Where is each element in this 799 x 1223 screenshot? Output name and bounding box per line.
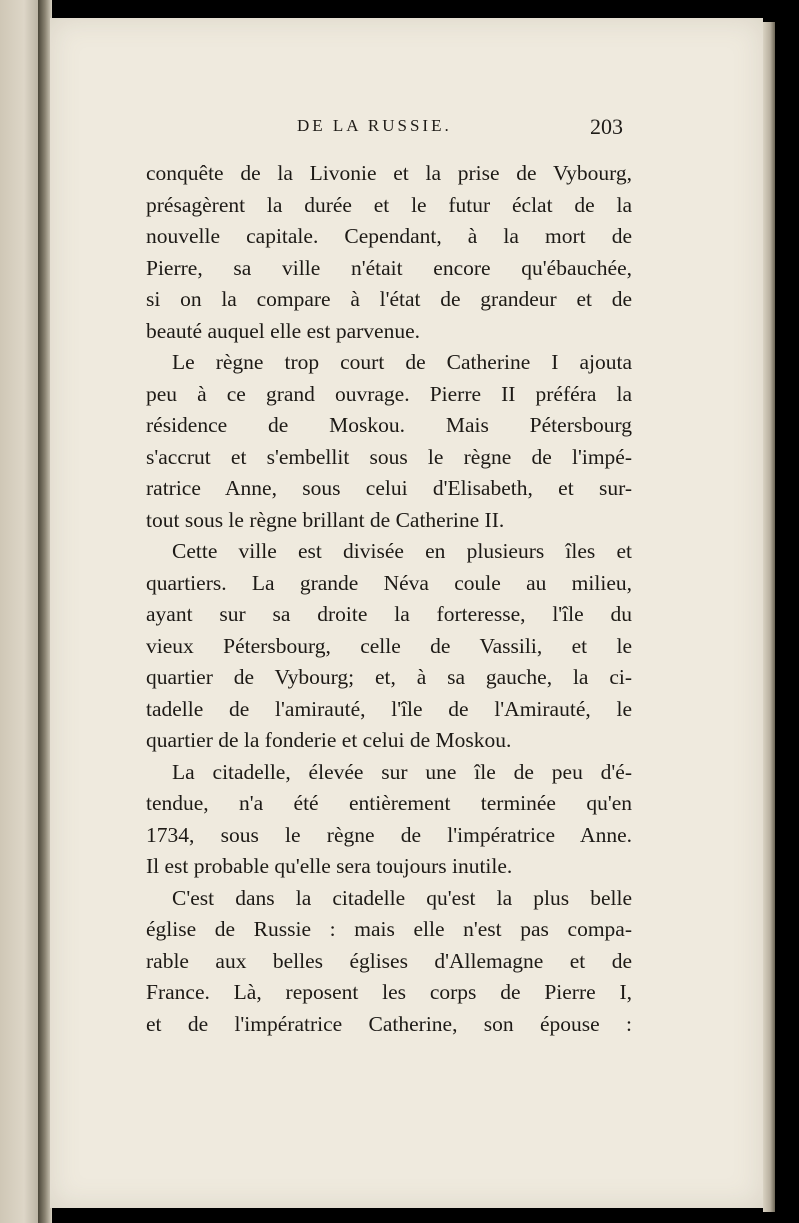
text-line: vieux Pétersbourg, celle de Vassili, et le	[146, 633, 632, 658]
text-line: peu à ce grand ouvrage. Pierre II préféra la	[146, 381, 632, 406]
text-line: ratrice Anne, sous celui d'Elisabeth, et sur-	[146, 476, 632, 500]
text-line: Pierre, sa ville n'était encore qu'ébauchée,	[146, 255, 632, 280]
text-line: si on la compare à l'état de grandeur et de	[146, 287, 632, 311]
running-head: DE LA RUSSIE.	[297, 116, 452, 135]
text-line: Le règne trop court de Catherine I ajouta	[172, 350, 632, 374]
text-line: tadelle de l'amirauté, l'île de l'Amirauté, le	[146, 696, 632, 721]
text-line: tout sous le règne brillant de Catherine II.	[146, 507, 505, 532]
text-line: France. Là, reposent les corps de Pierre I,	[146, 980, 632, 1004]
text-line: ayant sur sa droite la forteresse, l'île du	[146, 602, 632, 626]
page-number: 203	[590, 114, 623, 139]
text-line: présagèrent la durée et le futur éclat de la	[146, 192, 632, 217]
text-line: 1734, sous le règne de l'impératrice Anne.	[146, 822, 632, 847]
text-line: nouvelle capitale. Cependant, à la mort de	[146, 224, 632, 248]
text-line: Il est probable qu'elle sera toujours inutile.	[146, 854, 513, 878]
text-line: quartier de Vybourg; et, à sa gauche, la ci-	[146, 665, 632, 689]
text-line: beauté auquel elle est parvenue.	[146, 318, 420, 343]
page-edge-shadow	[763, 22, 775, 1212]
text-line: s'accrut et s'embellit sous le règne de l'impé-	[146, 444, 632, 469]
text-line: quartiers. La grande Néva coule au milieu,	[146, 570, 632, 595]
text-line: Cette ville est divisée en plusieurs îles et	[172, 539, 632, 563]
text-line: C'est dans la citadelle qu'est la plus belle	[172, 885, 632, 910]
text-line: conquête de la Livonie et la prise de Vybourg,	[146, 161, 632, 185]
text-line: La citadelle, élevée sur une île de peu d'é-	[172, 759, 632, 784]
text-line: église de Russie : mais elle n'est pas compa-	[146, 917, 632, 941]
text-line: résidence de Moskou. Mais Pétersbourg	[146, 413, 632, 437]
body-text	[146, 158, 632, 1040]
text-line: tendue, n'a été entièrement terminée qu'en	[146, 791, 632, 815]
text-line: rable aux belles églises d'Allemagne et de	[146, 948, 632, 973]
text-line: et de l'impératrice Catherine, son épouse :	[146, 1011, 632, 1036]
previous-page-edge	[0, 0, 40, 1223]
text-line: quartier de la fonderie et celui de Moskou.	[146, 728, 512, 752]
